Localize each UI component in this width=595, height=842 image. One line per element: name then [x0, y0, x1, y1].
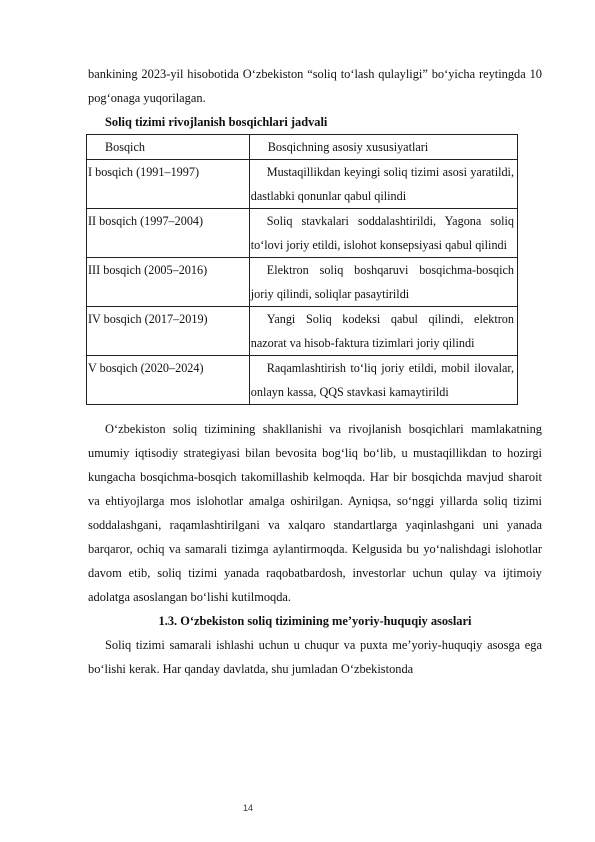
- features-text: Elektron soliq boshqaruvi bosqichma-bosqich joriy qilindi, soliqlar pasaytirildi: [250, 263, 514, 301]
- closing-paragraph: Soliq tizimi samarali ishlashi uchun u chuqur va puxta me’yoriy-huquqiy asosga ega bo‘lishi kerak. Har qanday davlatda, shu jumladan O‘zbekistonda: [88, 638, 542, 676]
- header-stage: Bosqich: [87, 135, 250, 160]
- features-text: Mustaqillikdan keyingi soliq tizimi asosi yaratildi, dastlabki qonunlar qabul qilindi: [250, 165, 514, 203]
- features-cell: [249, 258, 517, 307]
- table-row: [87, 258, 518, 307]
- features-cell: [249, 160, 517, 209]
- stages-table: [86, 134, 518, 405]
- stage-cell: IV bosqich (2017–2019): [87, 307, 250, 356]
- features-text: Soliq stavkalari soddalashtirildi, Yagona soliq to‘lovi joriy etildi, islohot konsepsiyasi qabul qilindi: [250, 214, 514, 252]
- table-header-row: [87, 135, 518, 160]
- features-cell: [249, 209, 517, 258]
- section-heading: 1.3. O‘zbekiston soliq tizimining me’yoriy-huquqiy asoslari: [158, 614, 472, 628]
- stage-cell: V bosqich (2020–2024): [87, 356, 250, 405]
- stage-cell: III bosqich (2005–2016): [87, 258, 250, 307]
- table-title: Soliq tizimi rivojlanish bosqichlari jadvali: [105, 115, 328, 129]
- document-page: [88, 62, 542, 681]
- stage-cell: II bosqich (1997–2004): [87, 209, 250, 258]
- header-features: Bosqichning asosiy xususiyatlari: [249, 135, 517, 160]
- spacer: [88, 405, 542, 417]
- stage-cell: I bosqich (1991–1997): [87, 160, 250, 209]
- features-cell: [249, 307, 517, 356]
- table-row: [87, 160, 518, 209]
- intro-paragraph: bankining 2023-yil hisobotida O‘zbekiston “soliq to‘lash qulayligi” bo‘yicha reytingda 10 pog‘onaga yuqorilagan.: [88, 67, 542, 105]
- table-row: [87, 209, 518, 258]
- page-number: 14: [243, 803, 254, 813]
- table-row: [87, 356, 518, 405]
- features-cell: [249, 356, 517, 405]
- body-paragraph: O‘zbekiston soliq tizimining shakllanishi va rivojlanish bosqichlari mamlakatning umumiy iqtisodiy strategiyasi bilan bevosita bog‘liq bo‘lib, u mustaqillikdan to hozirgi kungacha bosqichma-bosqich takomillashib kelmoqda. Har bir bosqichda mavjud sharoit va ehtiyojlarga mos islohotlar amalga oshirilgan. Ayniqsa, so‘nggi yillarda soliq tizimi soddalashgani, raqamlashtirilgani va xalqaro standartlarga yaqinlashgani uni yanada barqaror, ochiq va samarali tizimga aylantirmoqda. Kelgusida bu yo‘nalishdagi islohotlar davom etib, soliq tizimi yanada raqobatbardosh, investorlar uchun qulay va ijtimoiy adolatga asoslangan bo‘lishi kutilmoqda.: [88, 422, 542, 604]
- features-text: Raqamlashtirish to‘liq joriy etildi, mobil ilovalar, onlayn kassa, QQS stavkasi kamaytirildi: [250, 361, 514, 399]
- features-text: Yangi Soliq kodeksi qabul qilindi, elektron nazorat va hisob-faktura tizimlari joriy qilindi: [250, 312, 514, 350]
- table-row: [87, 307, 518, 356]
